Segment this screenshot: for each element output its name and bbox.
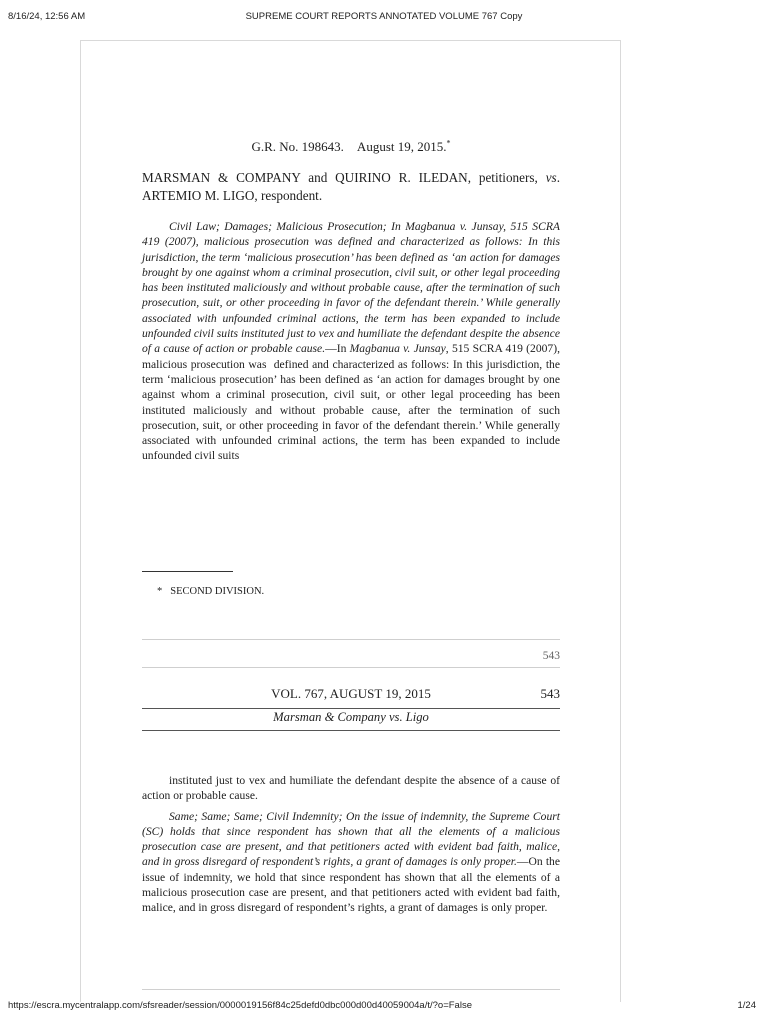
syllabus-2-body: —On the issue of indemnity, we hold that since respondent has shown that all the elements of a malicious prosecution case are present, and that petitioners acted with evident bad faith, malice, and in gross disregard of respondent’s rights, a grant of damages is only proper. <box>142 855 560 915</box>
page-number-marker: 543 <box>542 650 560 662</box>
syllabus-paragraph-1 <box>142 219 560 464</box>
print-url: https://escra.mycentralapp.com/sfsreader/session/0000019156f84c25defd0dbc000d00d40059004a/t/?o=False <box>8 1000 472 1011</box>
running-head-volume: VOL. 767, AUGUST 19, 2015 <box>271 686 431 701</box>
footnote-mark: * <box>157 586 163 597</box>
print-datetime: 8/16/24, 12:56 AM <box>8 11 86 22</box>
syllabus-1-case-ref: Magbanua v. Junsay <box>349 342 446 356</box>
syllabus-1-body: , 515 SCRA 419 (2007), malicious prosecution was defined and characterized as follows: In this jurisdiction, the term ‘malicious prosecution’ has been defined as ‘an action for damages brought by one against whom a criminal prosecution, civil suit, or other legal proceeding has been instituted maliciously and without probable cause, after the termination of such prosecution, suit, or other proceeding in favor of the defendant therein.’ While generally associated with unfounded criminal actions, the term has been expanded to include unfounded civil suits <box>142 342 560 463</box>
page-break-line-2 <box>142 667 560 668</box>
print-footer <box>0 1000 768 1014</box>
parties-versus: vs <box>545 170 557 185</box>
running-head-rule-top <box>142 708 560 709</box>
footnote <box>157 586 264 597</box>
case-number-date <box>142 139 560 155</box>
footnote-reference: * <box>446 138 451 148</box>
case-parties <box>142 169 560 204</box>
syllabus-1-headnote: Civil Law; Damages; Malicious Prosecution; In Magbanua v. Junsay, 515 SCRA 419 (2007), malicious prosecution was defined and characterized as follows: In this jurisdiction, the term ‘malicious prosecution’ has been defined as ‘an action for damages brought by one against whom a criminal prosecution, civil suit, or other legal proceeding has been instituted maliciously and without probable cause, after the termination of such prosecution, suit, or other proceeding in favor of the defendant therein.’ While generally associated with unfounded criminal actions, the term has been expanded to include unfounded civil suits instituted just to vex and humiliate the defendant despite the absence of a cause of action or probable cause. <box>142 220 560 356</box>
syllabus-paragraph-2 <box>142 809 560 916</box>
syllabus-1-dash: —In <box>325 342 350 356</box>
parties-petitioners: MARSMAN & COMPANY and QUIRINO R. ILEDAN, petitioners, <box>142 170 546 185</box>
page-cut-line <box>142 989 560 990</box>
continuation-block <box>142 773 560 916</box>
continuation-text: instituted just to vex and humiliate the defendant despite the absence of a cause of action or probable cause. <box>142 774 560 803</box>
running-head-case-title: Marsman & Company vs. Ligo <box>273 710 429 724</box>
running-head-page: 543 <box>540 686 560 701</box>
syllabus-2-headnote: Same; Same; Same; Civil Indemnity; On the issue of indemnity, the Supreme Court (SC) holds that since respondent has shown that all the elements of a malicious prosecution case are present, and that petitioners acted with evident bad faith, malice, and in gross disregard of respondent’s rights, a grant of damages is only proper. <box>142 809 560 869</box>
syllabus-1-text <box>142 219 560 464</box>
footnote-rule <box>142 571 233 572</box>
case-number-text: G.R. No. 198643. August 19, 2015. <box>251 139 447 154</box>
print-document-title: SUPREME COURT REPORTS ANNOTATED VOLUME 767 Copy <box>245 11 523 22</box>
parties-respondent: . ARTEMIO M. LIGO, respondent. <box>142 170 560 203</box>
print-page-count: 1/24 <box>737 1000 756 1011</box>
running-head-rule-bottom <box>142 730 560 731</box>
page-break-line <box>142 639 560 640</box>
print-header <box>0 11 768 25</box>
footnote-text: SECOND DIVISION. <box>170 586 265 597</box>
